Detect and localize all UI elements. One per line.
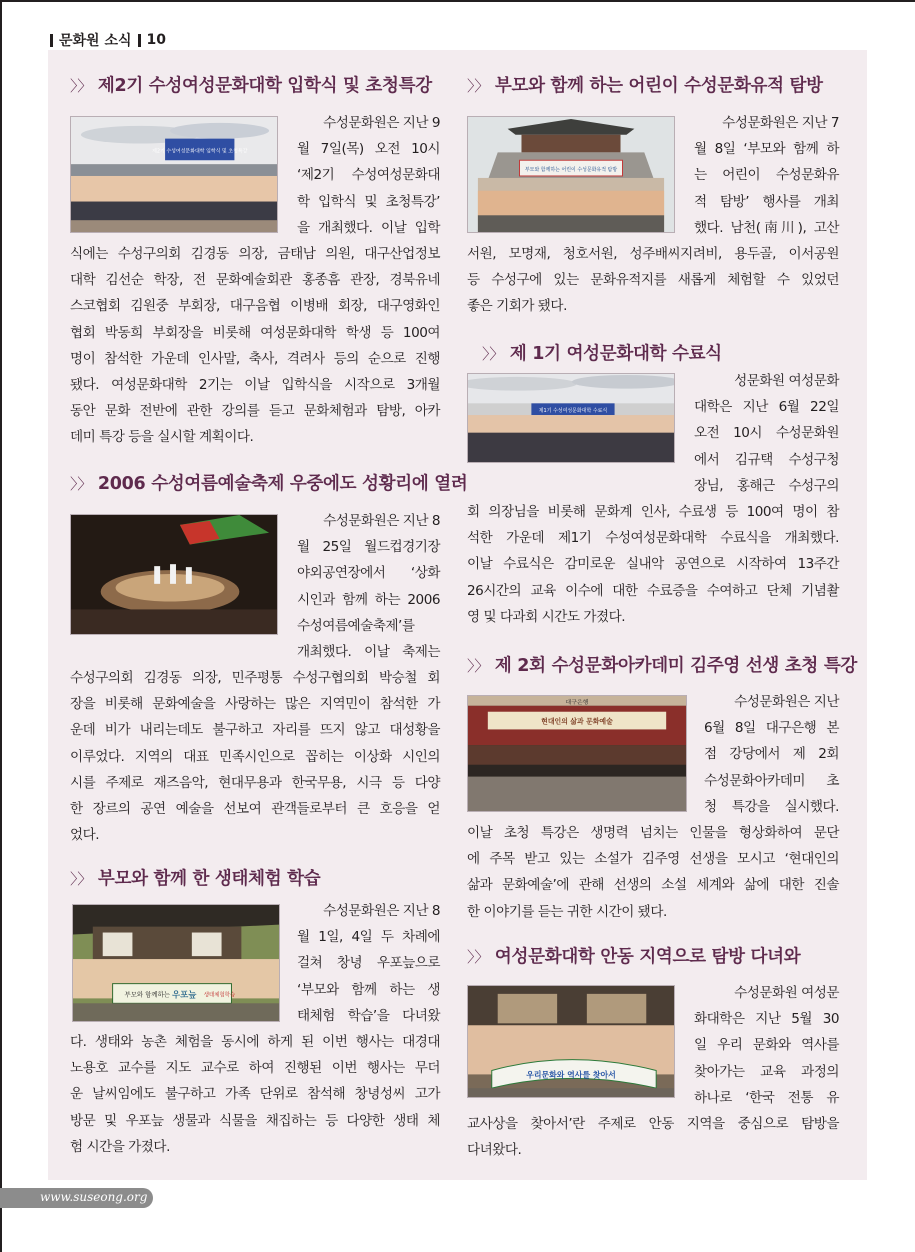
article-title: 〉〉 제2기 수성여성문화대학 입학식 및 초청특강	[70, 76, 432, 96]
article-body-text: 서원, 모명재, 청호서원, 성주배씨지려비, 용두골, 이서공원 등 수성구에 있는 문화유적지를 새롭게 체험할 수 있었던 좋은 기회가 됐다.	[467, 246, 839, 315]
article-body-text: 회 의장님을 비롯해 문화계 인사, 수료생 등 100여 명이 참 석한 가운데 제1기 수성여성문화대학 수료식을 개최했다. 이날 수료식은 감미로운 실내악 공연으로 시작하여 13주간 26시간의 교육 이수에 대한 수료증을 수여하고 단체 기념촬 영 및 다과회 시간도 가졌다.	[467, 504, 839, 625]
article-body-text: 다. 생태와 농촌 체험을 동시에 하게 된 이번 행사는 대경대 노용호 교수를 지도 교수로 하여 진행된 이번 행사는 무더 운 날씨임에도 불구하고 가족 단위로 참석해 창녕성씨 고가 방문 및 우포늪 생물과 식물을 채집하는 등 다양한 생태 체 험 시간을 가졌다.	[70, 1034, 440, 1155]
article-body-text: 이날 초청 특강은 생명력 넘치는 인물을 형상화하여 문단 에 주목 받고 있는 소설가 김주영 선생을 모시고 ‘현대인의 삶과 문화예술’에 관해 선생의 소설 세계와 삶에 대한 진솔 한 이야기를 듣는 귀한 시간이 됐다.	[467, 825, 839, 920]
page-border-top	[0, 0, 915, 2]
graduation-group-icon	[467, 373, 675, 463]
svg-text:우포늪: 우포늪	[172, 989, 197, 1000]
svg-text:우리문화와 역사를 찾아서: 우리문화와 역사를 찾아서	[526, 1070, 616, 1080]
svg-text:제2기 수성여성문화대학 입학식 및 초청특강: 제2기 수성여성문화대학 입학식 및 초청특강	[152, 148, 248, 155]
article-title: 〉〉 제 1기 여성문화대학 수료식	[482, 344, 722, 364]
article-body-text: 수성구의회 김경동 의장, 민주평통 수성구협의회 박승철 회 장을 비롯해 문화예술을 사랑하는 많은 지역민이 참석한 가 운데 비가 내리는데도 불구하고 자리를 뜨지 않고 대성황을 이루었다. 지역의 대표 민족시인으로 꼽히는 이상화 시인의 시를 주제로 재즈음악, 현대무용과 한국무용, 시극 등 다양 한 장르의 공연 예술을 선보여 관객들로부터 큰 호응을 얻 었다.	[70, 670, 440, 844]
double-chevron-icon: 〉〉	[467, 657, 489, 675]
svg-text:현대인의 삶과 문화예술: 현대인의 삶과 문화예술	[541, 717, 613, 726]
article-title: 〉〉 2006 수성여름예술축제 우중에도 성황리에 열려	[70, 474, 468, 494]
article-side-text: 수성문화원 여성문 화대학은 지난 5월 30 일 우리 문화와 역사를 찾아가는 교육 과정의 하나로 ‘한국 전통 유	[694, 985, 839, 1106]
fortress-gate-group-icon	[467, 116, 675, 233]
page-header	[50, 30, 166, 50]
article-side-text: 수성문화원은 지난 7 월 8일 ‘부모와 함께 하 는 어린이 수성문화유 적 탐방’ 행사를 개최 했다. 남천(南川), 고산	[694, 115, 839, 236]
double-chevron-icon: 〉〉	[467, 77, 489, 95]
svg-text:대구은행: 대구은행	[565, 699, 589, 706]
auditorium-lecture-icon	[467, 695, 687, 812]
group-photo-hall-icon	[70, 116, 278, 233]
night-stage-performance-icon	[70, 514, 278, 635]
double-chevron-icon: 〉〉	[70, 870, 92, 888]
article-title: 〉〉 부모와 함께 하는 어린이 수성문화유적 탐방	[467, 76, 823, 96]
article-title: 〉〉 제 2회 수성문화아카데미 김주영 선생 초청 특강	[467, 656, 858, 676]
article-side-text: 성문화원 여성문화 대학은 지난 6월 22일 오전 10시 수성문화원 에서 김규택 수성구청 장님, 홍해근 수성구의	[694, 373, 839, 494]
article-side-text: 수성문화원은 지난 6월 8일 대구은행 본 점 강당에서 제 2회 수성문화아카데미 초 청 특강을 실시했다.	[704, 694, 839, 815]
svg-text:부모와 함께하는: 부모와 함께하는	[124, 990, 171, 999]
page-number: 10	[146, 32, 166, 48]
double-chevron-icon: 〉〉	[70, 77, 92, 95]
article-side-text: 수성문화원은 지난 8 월 25일 월드컵경기장 야외공연장에서 ‘상화 시인과 함께 하는 2006 수성여름예술축제’를 개최했다. 이날 축제는	[297, 513, 440, 661]
article-side-text: 수성문화원은 지난 9 월 7일(목) 오전 10시 ‘제2기 수성여성문화대 학 입학식 및 초청특강’ 을 개최했다. 이날 입학	[297, 115, 440, 236]
family-banner-group-icon	[72, 904, 280, 1022]
section-label: 문화원 소식	[59, 33, 132, 49]
article-title: 〉〉 여성문화대학 안동 지역으로 탐방 다녀와	[467, 947, 801, 967]
svg-text:제1기 수성여성문화대학 수료식: 제1기 수성여성문화대학 수료식	[538, 408, 608, 415]
article-title: 〉〉 부모와 함께 한 생태체험 학습	[70, 869, 321, 889]
article-body-text: 식에는 수성구의회 김경동 의장, 금태남 의원, 대구산업정보 대학 김선순 학장, 전 문화예술회관 홍종흠 관장, 경북유네 스코협회 김원중 부회장, 대구음협 이병배 회장, 대구영화인 협회 박동희 부회장을 비롯해 여성문화대학 학생 등 100여 명이 참석한 가운데 인사말, 축사, 격려사 등의 순으로 진행 됐다. 여성문화대학 2기는 이날 입학식을 시작으로 3개월 동안 문화 전반에 관한 강의를 듣고 문화체험과 탐방, 아카 데미 특강 등을 실시할 계획이다.	[70, 246, 440, 446]
andong-banner-group-icon	[467, 985, 675, 1098]
header-bar-mid	[138, 34, 141, 47]
svg-text:부모와 함께하는 어린이 수성문화유적 탐방: 부모와 함께하는 어린이 수성문화유적 탐방	[524, 167, 618, 174]
header-bar-left	[50, 34, 53, 47]
article-side-text: 수성문화원은 지난 8 월 1일, 4일 두 차례에 걸쳐 창녕 우포늪으로 ‘부모와 함께 하는 생 태체험 학습’을 다녀왔	[297, 903, 440, 1024]
double-chevron-icon: 〉〉	[70, 475, 92, 493]
svg-text:생태체험학습: 생태체험학습	[203, 992, 236, 999]
page-border-left	[0, 0, 2, 1252]
article-body-text: 교사상을 찾아서’란 주제로 안동 지역을 중심으로 탐방을 다녀왔다.	[467, 1116, 839, 1159]
double-chevron-icon: 〉〉	[467, 948, 489, 966]
double-chevron-icon: 〉〉	[482, 345, 504, 363]
footer-url[interactable]: www.suseong.org	[40, 1190, 148, 1204]
